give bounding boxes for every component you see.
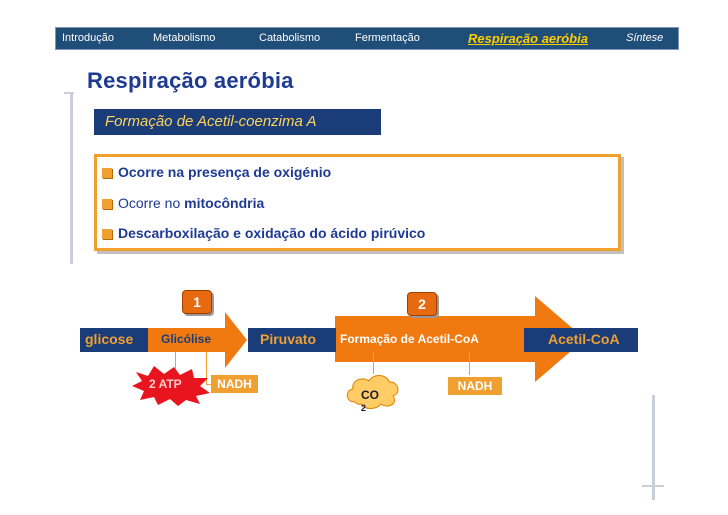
subtitle-bar [94, 109, 381, 135]
bullet-text-bold: mitocôndria [184, 195, 265, 211]
bullet-text: Ocorre na presença de oxigénio [118, 164, 332, 180]
bullet-square-icon [102, 199, 112, 209]
flow-piruvato: Piruvato [260, 331, 317, 347]
bullet-text: Descarboxilação e oxidação do ácido pirúvico [118, 225, 426, 241]
right-frame-tick [642, 485, 664, 487]
left-frame-line [70, 92, 73, 264]
nadh-label-2: NADH [448, 377, 502, 395]
bullet-text-prefix: Ocorre no [118, 195, 185, 211]
bullet-square-icon [102, 229, 112, 239]
bullet-item-oxigenio [102, 164, 331, 180]
atp-label: 2 ATP [149, 377, 182, 391]
nav-item-introducao[interactable]: Introdução [62, 32, 114, 44]
nav-item-sintese[interactable]: Síntese [626, 32, 664, 44]
co2-subscript: 2 [361, 403, 367, 413]
bullet-square-icon [102, 168, 112, 178]
flow-bar [80, 328, 638, 352]
left-frame-tick [64, 92, 74, 94]
nadh-label-1: NADH [211, 375, 258, 393]
flow-glicose: glicose [85, 331, 134, 347]
flow-formacao: Formação de Acetil-CoA [340, 332, 479, 346]
subtitle-text: Formação de Acetil-coenzima A [105, 113, 317, 130]
step-badge-1: 1 [182, 290, 212, 314]
flow-acetil-coa: Acetil-CoA [548, 331, 620, 347]
connector-nadh2 [469, 352, 470, 375]
nav-item-metabolismo[interactable]: Metabolismo [153, 32, 216, 44]
bullet-item-mitocondria [102, 195, 264, 211]
step-badge-2: 2 [407, 292, 437, 316]
connector-co2 [373, 352, 374, 374]
page-title: Respiração aeróbia [87, 68, 294, 93]
flow-glicolise: Glicólise [161, 332, 212, 346]
bullet-item-descarboxilacao [102, 225, 425, 241]
nav-item-catabolismo[interactable]: Catabolismo [259, 32, 321, 44]
top-nav-bar [55, 27, 679, 50]
nav-item-respiracao-aerobia[interactable]: Respiração aeróbia [468, 31, 588, 46]
nav-item-fermentacao[interactable]: Fermentação [355, 32, 420, 44]
co2-label: CO [361, 388, 379, 402]
